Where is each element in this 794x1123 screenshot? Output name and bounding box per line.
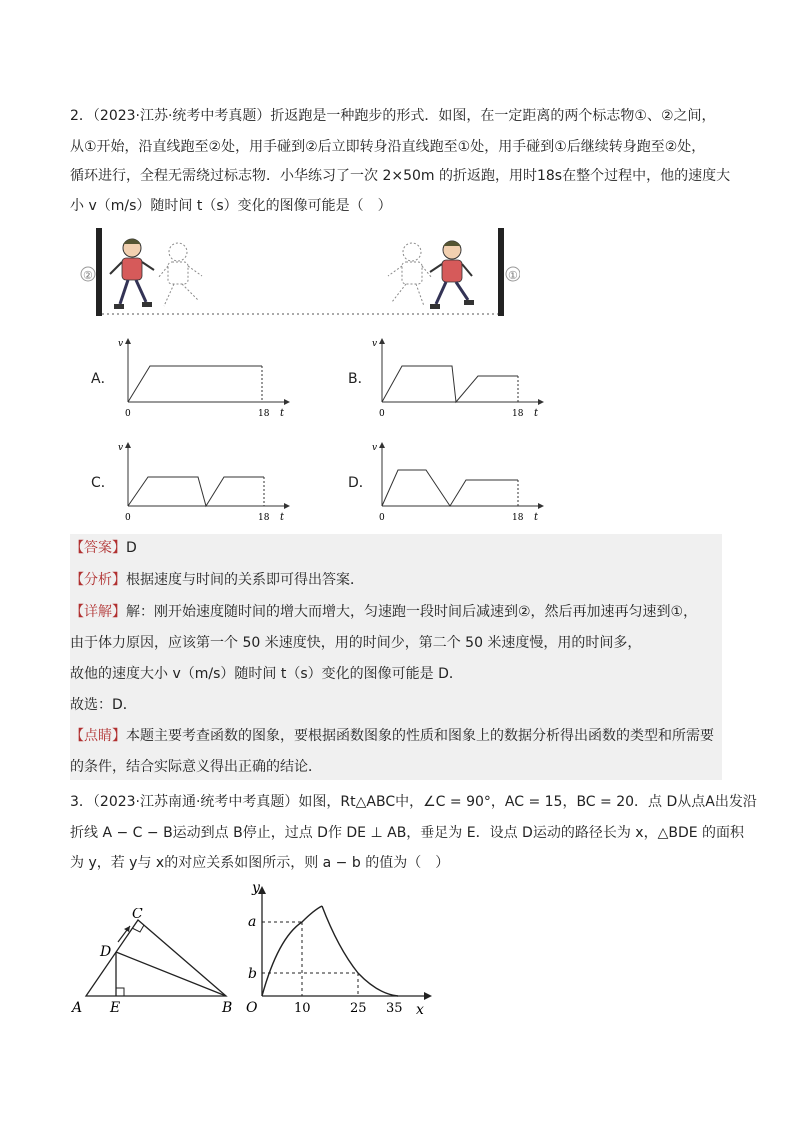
q3-line-2: 折线 A − C − B运动到点 B停止，过点 D作 DE ⊥ AB，垂足为 E．设点 D运动的路径长为 x，△BDE 的面积 bbox=[70, 825, 745, 841]
detail-line-2: 由于体力原因，应该第一个 50 米速度快，用的时间少，第二个 50 米速度慢，用的时间多， bbox=[70, 635, 642, 651]
option-a-label: A． bbox=[91, 371, 115, 387]
option-c-v: v bbox=[118, 443, 124, 453]
option-c-label: C． bbox=[91, 475, 115, 491]
q3-line-1: 3．（2023·江苏南通·统考中考真题）如图，Rt△ABC中，∠C = 90°，AC = 15，BC = 20．点 D从点A出发沿 bbox=[70, 794, 757, 810]
segment-db bbox=[116, 952, 226, 996]
curve-falling bbox=[322, 906, 398, 996]
label-b-value: b bbox=[248, 966, 257, 982]
option-a-graph bbox=[112, 336, 292, 420]
q2-line-2: 从①开始，沿直线跑至②处，用手碰到②后立即转身沿直线跑至①处，用手碰到①后继续转身跑至②处， bbox=[70, 139, 706, 155]
option-b-v: v bbox=[372, 339, 378, 349]
analysis-tag: 【分析】 bbox=[70, 572, 126, 588]
option-d-curve bbox=[382, 470, 518, 506]
label-b: B bbox=[222, 1000, 233, 1016]
comment-line-1 bbox=[70, 726, 714, 746]
option-c-origin: 0 bbox=[125, 513, 131, 523]
detail-text-1: 解：刚开始速度随时间的增大而增大，匀速跑一段时间后减速到②，然后再加速再匀速到①， bbox=[126, 604, 698, 620]
detail-line-1 bbox=[70, 602, 697, 622]
right-angle-e bbox=[116, 988, 124, 996]
child-left-dashed bbox=[158, 243, 202, 306]
option-d-label: D． bbox=[348, 475, 373, 491]
option-c-t: t bbox=[280, 512, 285, 523]
option-b-t: t bbox=[534, 408, 539, 419]
origin-label: O bbox=[246, 1000, 258, 1016]
option-c-graph bbox=[112, 440, 292, 524]
label-c: C bbox=[132, 908, 143, 922]
curve-rising bbox=[262, 906, 322, 996]
option-b-curve bbox=[382, 366, 518, 402]
analysis-line bbox=[70, 570, 364, 590]
child-right-dashed bbox=[388, 243, 432, 306]
option-d-graph bbox=[366, 440, 546, 524]
analysis-text: 根据速度与时间的关系即可得出答案． bbox=[126, 572, 364, 588]
q2-line-4: 小 v（m/s）随时间 t（s）变化的图像可能是（ ） bbox=[70, 198, 392, 214]
child-left-solid bbox=[110, 239, 154, 309]
answer-line bbox=[70, 538, 137, 558]
y-axis-label: y bbox=[252, 880, 260, 896]
q2-line-1: 2．（2023·江苏·统考中考真题）折返跑是一种跑步的形式．如图，在一定距离的两个标志物①、②之间， bbox=[70, 108, 716, 124]
option-b-origin: 0 bbox=[379, 409, 385, 419]
option-c-18: 18 bbox=[258, 513, 270, 523]
label-e: E bbox=[110, 1000, 121, 1016]
tick-35: 35 bbox=[386, 1001, 403, 1016]
marker-left: ② bbox=[83, 269, 93, 282]
option-b-label: B． bbox=[348, 371, 372, 387]
option-d-18: 18 bbox=[512, 513, 524, 523]
label-d: D bbox=[100, 944, 112, 960]
option-b-18: 18 bbox=[512, 409, 524, 419]
comment-tag: 【点睛】 bbox=[70, 728, 126, 744]
answer-text: D bbox=[126, 540, 137, 556]
option-d-t: t bbox=[534, 512, 539, 523]
option-d-v: v bbox=[372, 443, 378, 453]
tick-25: 25 bbox=[350, 1001, 367, 1016]
label-a-value: a bbox=[248, 914, 257, 930]
shuttle-run-illustration bbox=[80, 226, 520, 322]
answer-tag: 【答案】 bbox=[70, 540, 126, 556]
option-d-origin: 0 bbox=[379, 513, 385, 523]
option-b-graph bbox=[366, 336, 546, 420]
marker-right: ① bbox=[508, 269, 518, 282]
triangle-figure bbox=[66, 908, 246, 1018]
label-a: A bbox=[72, 1000, 83, 1016]
child-right-solid bbox=[430, 241, 474, 309]
detail-line-3: 故他的速度大小 v（m/s）随时间 t（s）变化的图像可能是 D． bbox=[70, 666, 463, 682]
option-a-v: v bbox=[118, 339, 124, 349]
function-graph bbox=[238, 878, 438, 1020]
comment-text-1: 本题主要考查函数的图象，要根据函数图象的性质和图象上的数据分析得出函数的类型和所需要 bbox=[126, 728, 714, 744]
option-c-curve bbox=[128, 477, 264, 506]
option-a-curve bbox=[128, 366, 262, 402]
left-post bbox=[96, 228, 102, 316]
q3-line-3: 为 y，若 y与 x的对应关系如图所示，则 a − b 的值为（ ） bbox=[70, 855, 450, 871]
tick-10: 10 bbox=[294, 1001, 311, 1016]
right-post bbox=[498, 228, 504, 316]
option-a-origin: 0 bbox=[125, 409, 131, 419]
q2-line-3: 循环进行，全程无需绕过标志物．小华练习了一次 2×50m 的折返跑，用时18s在整个过程中，他的速度大 bbox=[70, 168, 731, 184]
comment-line-2: 的条件，结合实际意义得出正确的结论． bbox=[70, 759, 322, 775]
detail-tag: 【详解】 bbox=[70, 604, 126, 620]
option-a-18: 18 bbox=[258, 409, 270, 419]
x-axis-label: x bbox=[416, 1002, 424, 1018]
option-a-t: t bbox=[280, 408, 285, 419]
choose-line: 故选：D． bbox=[70, 697, 137, 713]
